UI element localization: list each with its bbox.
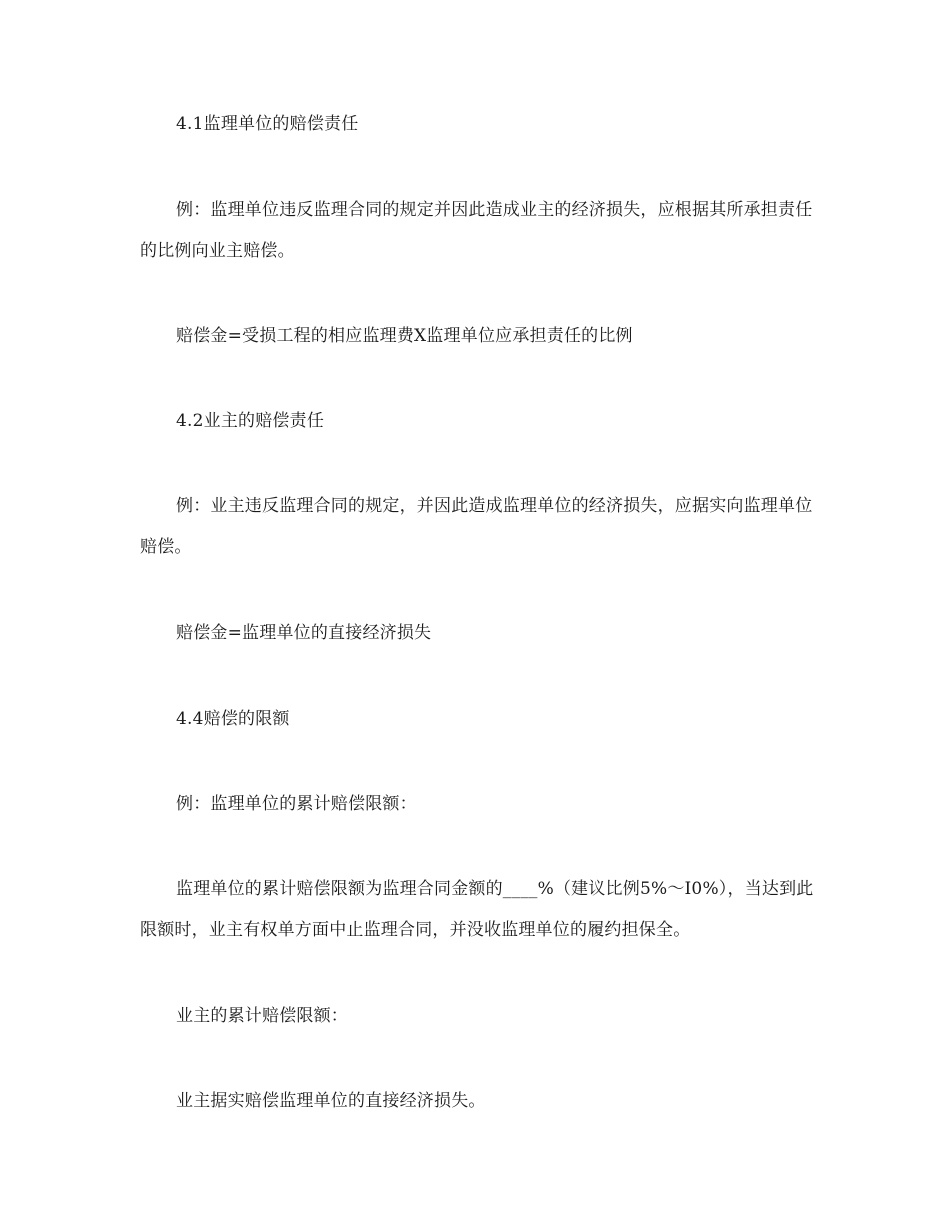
paragraph-owner-limit-title: 业主的累计赔偿限额： xyxy=(176,1006,348,1026)
paragraph-supervisor-limit-title: 例：监理单位的累计赔偿限额： xyxy=(176,794,417,814)
section-heading-4-2: 4.2业主的赔偿责任 xyxy=(176,411,325,431)
paragraph-supervisor-liability-example: 例：监理单位违反监理合同的规定并因此造成业主的经济损失，应根据其所承担责任的比例向业主赔偿。 xyxy=(140,200,813,261)
paragraph-owner-limit-detail: 业主据实赔偿监理单位的直接经济损失。 xyxy=(176,1091,486,1111)
section-heading-4-1: 4.1监理单位的赔偿责任 xyxy=(176,114,359,134)
section-heading-4-4: 4.4赔偿的限额 xyxy=(176,709,290,729)
paragraph-compensation-formula-1: 赔偿金=受损工程的相应监理费X监理单位应承担责任的比例 xyxy=(176,326,633,346)
paragraph-supervisor-limit-detail: 监理单位的累计赔偿限额为监理合同金额的____%（建议比例5%～I0%），当达到此限额时，业主有权单方面中止监理合同，并没收监理单位的履约担保全。 xyxy=(140,879,814,940)
paragraph-owner-liability-example: 例：业主违反监理合同的规定，并因此造成监理单位的经济损失，应据实向监理单位赔偿。 xyxy=(140,496,813,557)
paragraph-compensation-formula-2: 赔偿金=监理单位的直接经济损失 xyxy=(176,623,432,643)
